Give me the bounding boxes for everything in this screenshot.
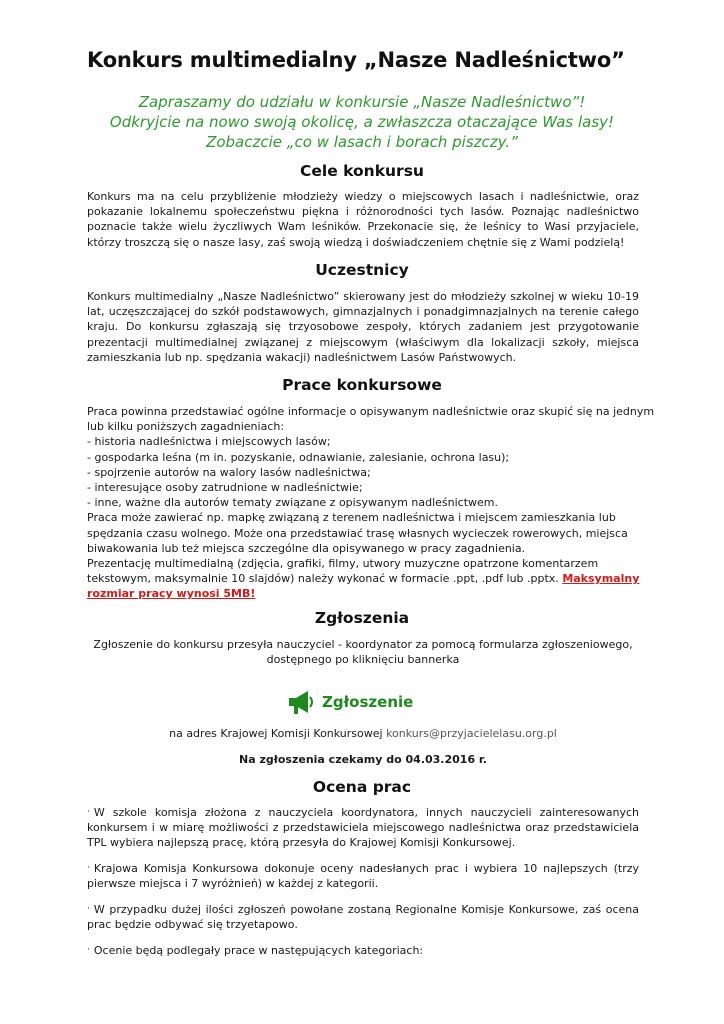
email-link[interactable]: konkurs@przyjacielelasu.org.pl <box>386 727 557 740</box>
prace-format-text: tekstowym, maksymalnie 10 slajdów) należy wykonać w formacie .ppt, .pdf lub .pptx. <box>87 572 559 586</box>
banner-label: Zgłoszenie <box>322 693 414 711</box>
ocena-item: · W przypadku dużej ilości zgłoszeń powołane zostaną Regionalne Komisje Konkursowe, zaś ocena prac będzie odbywać się trzyetapowo. <box>87 903 639 932</box>
prace-line: - interesujące osoby zatrudnione w nadleśnictwie; <box>87 481 363 495</box>
prace-line: - historia nadleśnictwa i miejscowych lasów; <box>87 435 331 449</box>
zgloszenia-line: Zgłoszenie do konkursu przesyła nauczyciel - koordynator za pomocą formularza zgłoszeniowego, <box>93 638 633 651</box>
heading-prace: Prace konkursowe <box>282 376 442 394</box>
bullet: · <box>87 904 90 914</box>
zgloszenia-line: dostępnego po kliknięciu bannerka <box>266 653 460 667</box>
prace-line: - gospodarka leśna (m in. pozyskanie, odnawianie, zalesianie, ochrona lasu); <box>87 450 510 464</box>
intro-line: Odkryjcie na nowo swoją okolicę, a zwłaszcza otaczające Was lasy! <box>109 113 615 131</box>
ocena-item: · Ocenie będą podlegały prace w następujących kategoriach: <box>87 944 424 957</box>
intro-block <box>80 92 644 152</box>
heading-uczestnicy: Uczestnicy <box>315 261 409 279</box>
prace-line: biwakowania lub też miejsca szczególne dla opisywanego w pracy zagadnienia. <box>87 541 526 555</box>
size-warning-cont: rozmiar pracy wynosi 5MB! <box>87 587 256 601</box>
megaphone-icon <box>286 688 316 716</box>
zgloszenia-text <box>87 637 639 667</box>
size-warning: Maksymalny <box>562 572 640 586</box>
prace-block <box>87 404 655 602</box>
uczestnicy-paragraph: Konkurs multimedialny „Nasze Nadleśnictwo” skierowany jest do młodzieży szkolnej w wieku 10-19 lat, uczęszczającej do szkół podstawowych, gimnazjalnych i ponadgimnazjalnych na terenie całego kraju. Do konkursu zgłaszają się trzyosobowe zespoły, których zadaniem jest przygotowanie prezentacji multimedialnej związanej z miejscowym (właściwym dla lokalizacji szkoły, miejsca zamieszkania lub np. spędzania wakacji) nadleśnictwem Lasów Państwowych. <box>87 290 639 364</box>
address-line <box>87 726 639 741</box>
prace-line: - inne, ważne dla autorów tematy związane z opisywanym nadleśnictwem. <box>87 496 499 510</box>
heading-cele: Cele konkursu <box>300 162 424 180</box>
prace-line: Praca może zawierać np. mapkę związaną z terenem nadleśnictwa i miejscem zamieszkania lub <box>87 511 616 525</box>
bullet: · <box>87 945 90 955</box>
ocena-item: · Krajowa Komisja Konkursowa dokonuje oceny nadesłanych prac i wybiera 10 najlepszych (trzy pierwsze miejsca i 7 wyróżnień) w każdej z kategorii. <box>87 862 639 891</box>
address-prefix: na adres Krajowej Komisji Konkursowej <box>169 727 383 740</box>
prace-line: - spojrzenie autorów na walory lasów nadleśnictwa; <box>87 465 371 479</box>
intro-line: Zapraszamy do udziału w konkursie „Nasze Nadleśnictwo”! <box>138 93 586 111</box>
heading-ocena: Ocena prac <box>312 778 412 796</box>
prace-line: spędzania czasu wolnego. Może ona przedstawiać trasę własnych wycieczek rowerowych, miejsca <box>87 526 628 540</box>
bullet: · <box>87 807 90 817</box>
prace-warning-line <box>87 586 639 601</box>
prace-last-line <box>87 571 639 586</box>
zgloszenie-banner[interactable] <box>286 687 416 717</box>
page-title: Konkurs multimedialny „Nasze Nadleśnictwo” <box>87 48 625 72</box>
prace-line: lub kilku poniższych zagadnieniach: <box>87 420 285 434</box>
ocena-item: · W szkole komisja złożona z nauczyciela koordynatora, innych nauczycieli zainteresowanych konkursem i w miarę możliwości z przedstawiciela miejscowego nadleśnictwa oraz przedstawiciela TPL wybiera najlepszą pracę, którą przesyła do Krajowej Komisji Konkursowej. <box>87 806 639 850</box>
cele-paragraph: Konkurs ma na celu przybliżenie młodzieży wiedzy o miejscowych lasach i nadleśnictwie, oraz pokazanie lokalnemu społeczeństwu piękna i różnorodności tych lasów. Poznając nadleśnictwo poznacie także wielu życzliwych Wam leśników. Przekonacie się, że leśnicy to Wasi przyjaciele, którzy troszczą się o nasze lasy, zaś swoją wiedzą i doświadczeniem chętnie się z Wami podzielą! <box>87 190 639 249</box>
prace-line: Praca powinna przedstawiać ogólne informacje o opisywanym nadleśnictwie oraz skupić się na jednym <box>87 405 655 418</box>
deadline: Na zgłoszenia czekamy do 04.03.2016 r. <box>239 753 487 766</box>
heading-zgloszenia: Zgłoszenia <box>314 609 410 627</box>
prace-line: Prezentację multimedialną (zdjęcia, grafiki, filmy, utwory muzyczne opatrzone komentarzem <box>87 557 599 571</box>
intro-line: Zobaczcie „co w lasach i borach piszczy.” <box>206 133 518 151</box>
bullet: · <box>87 863 90 873</box>
